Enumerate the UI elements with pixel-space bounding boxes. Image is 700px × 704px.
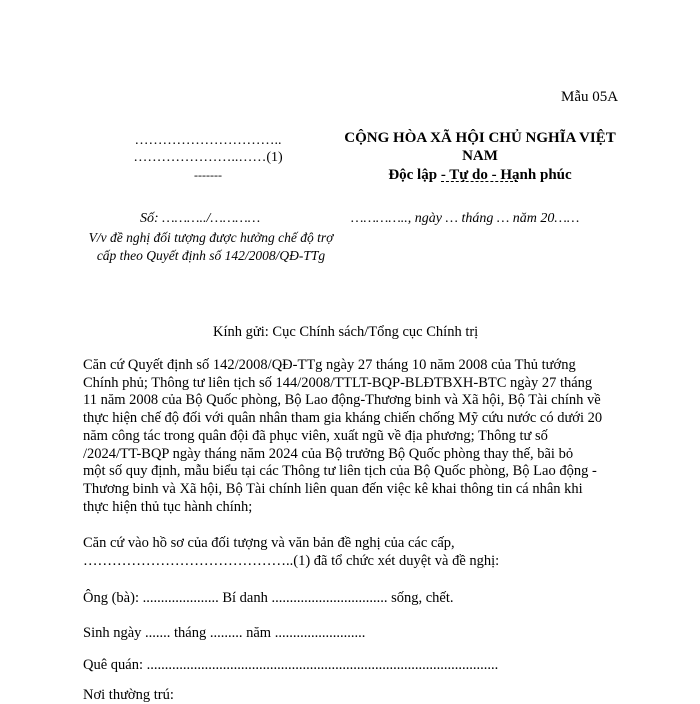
addressee: Kính gửi: Cục Chính sách/Tổng cục Chính trị [213,324,479,340]
form-code: Mẫu 05A [561,89,619,105]
paragraph-line: ……………………………………..(1) đã tổ chức xét duyệt và đề nghị: [83,552,500,569]
paragraph-line: Thương binh và Xã hội, Bộ Tài chính liên quan đến việc kê khai thông tin cá nhân khi [83,480,583,497]
name-field-line: Ông (bà): ..................... Bí danh ................................ sống, chết. [83,590,454,606]
document-date: ………….., ngày … tháng … năm 20…… [351,211,580,226]
paragraph-line: thực hiện chế độ đối với quân nhân tham gia kháng chiến chống Mỹ cứu nước có dưới 20 [83,410,603,427]
agency-line-1: ………………………….. [134,133,282,148]
national-title-line-2: NAM [462,148,498,164]
residence-field-line: Nơi thường trú: [83,687,174,703]
paragraph-line: Chính phủ; Thông tư liên tịch số 144/2008/TTLT-BQP-BLĐTBXH-BTC ngày 27 tháng [83,374,593,391]
hometown-field-line: Quê quán: ................................................................................................. [83,657,499,673]
document-subject: V/v đề nghị đối tượng được hưởng chế độ trợ cấp theo Quyết định số 142/2008/QĐ-TTg [88,230,334,263]
review-paragraph [83,535,620,570]
national-title-line-1: CỘNG HÒA XÃ HỘI CHỦ NGHĨA VIỆT [344,130,616,146]
paragraph-line: năm công tác trong quân đội đã phục viên, xuất ngũ về địa phương; Thông tư số [83,427,548,444]
paragraph-line: một số quy định, mẫu biểu tại các Thông tư liên tịch của Bộ Quốc phòng, Bộ Lao động - [83,463,597,480]
paragraph-line: Căn cứ vào hồ sơ của đối tượng và văn bản đề nghị của các cấp, [83,535,455,551]
paragraph-line: /2024/TT-BQP ngày tháng năm 2024 của Bộ trưởng Bộ Quốc phòng thay thế, bãi bỏ [83,445,574,462]
national-motto: Độc lập - Tự do - Hạnh phúc [388,167,572,183]
document-number: Số: ………../………… [140,211,261,226]
motto-underline [441,181,518,182]
paragraph-line: Căn cứ Quyết định số 142/2008/QĐ-TTg ngày 27 tháng 10 năm 2008 của Thủ tướng [83,357,576,373]
paragraph-line: 11 năm 2008 của Bộ Quốc phòng, Bộ Lao động-Thương binh và Xã hội, Bộ Tài chính về [83,392,601,409]
paragraph-line: thực hiện thủ tục hành chính; [83,498,253,515]
agency-separator: ------- [194,168,222,182]
agency-line-2: …………………..……(1) [133,150,283,165]
dob-field-line: Sinh ngày ....... tháng ......... năm ......................... [83,625,366,641]
legal-basis-paragraph [83,357,620,516]
